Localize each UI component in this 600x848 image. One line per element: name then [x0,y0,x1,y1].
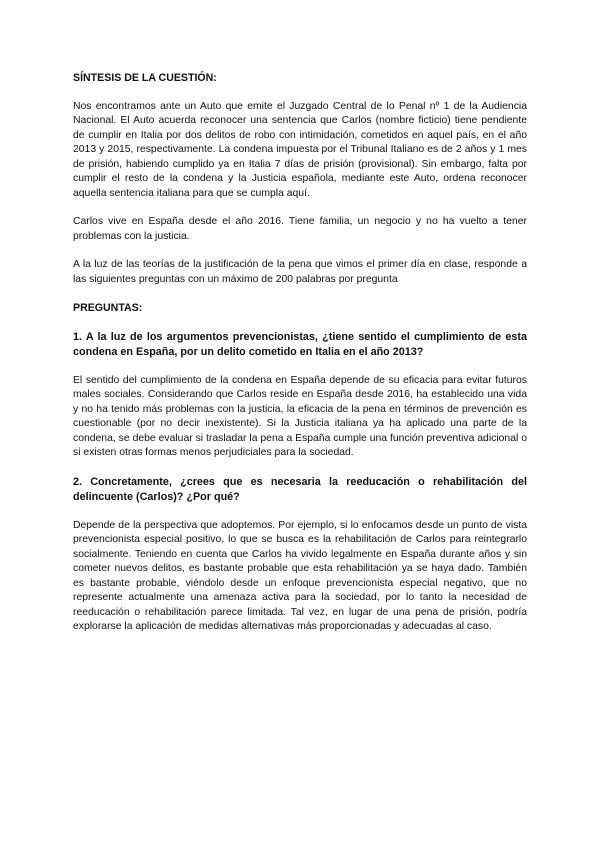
answer-1: El sentido del cumplimiento de la condena en España depende de su eficacia para evitar futuros males sociales. Considerando que Carlos reside en España desde 2016, ha establecido una vida y no ha tenido más problemas con la justicia, la eficacia de la pena en términos de prevención es cuestionable (por no decir inexistente). Si la Justicia italiana ya ha aplicado una parte de la condena, se debe evaluar si trasladar la pena a España cumple una función preventiva adicional o si existen otras formas menos perjudiciales para la sociedad. [73,374,527,458]
synthesis-heading: SÍNTESIS DE LA CUESTIÓN: [73,72,217,84]
questions-heading: PREGUNTAS: [73,302,143,314]
synthesis-paragraph-carlos: Carlos vive en España desde el año 2016. Tiene familia, un negocio y no ha vuelto a tener problemas con la justicia. [73,216,527,242]
synthesis-paragraph-instructions: A la luz de las teorías de la justificación de la pena que vimos el primer día en clase, responde a las siguientes preguntas con un máximo de 200 palabras por pregunta [73,259,527,285]
answer-2: Depende de la perspectiva que adoptemos. Por ejemplo, si lo enfocamos desde un punto de vista prevencionista especial positivo, lo que se busca es la rehabilitación de Carlos para reintegrarlo socialmente. Teniendo en cuenta que Carlos ha vivido legalmente en España durante años y sin cometer nuevos delitos, es bastante probable que esta rehabilitación ya se haya dado. También es bastante probable, viéndolo desde un enfoque prevencionista especial negativo, que no represente actualmente una amenaza activa para la sociedad, por lo tanto la necesidad de reeducación o rehabilitación parece limitada. Tal vez, en lugar de una pena de prisión, podría explorarse la aplicación de medidas alternativas más proporcionadas y adecuadas al caso. [73,519,527,632]
synthesis-paragraph-case: Nos encontramos ante un Auto que emite el Juzgado Central de lo Penal nº 1 de la Audiencia Nacional. El Auto acuerda reconocer una sentencia que Carlos (nombre ficticio) tiene pendiente de cumplir en Italia por dos delitos de robo con intimidación, cometidos en aquel país, en el año 2013 y 2015, respectivamente. La condena impuesta por el Tribunal Italiano es de 2 años y 1 mes de prisión, habiendo cumplido ya en Italia 7 días de prisión (provisional). Sin embargo, falta por cumplir el resto de la condena y la Justicia española, mediante este Auto, ordena reconocer aquella sentencia italiana para que se cumpla aquí. [73,100,527,199]
question-1: 1. A la luz de los argumentos prevencionistas, ¿tiene sentido el cumplimiento de esta condena en España, por un delito cometido en Italia en el año 2013? [73,330,527,358]
question-2: 2. Concretamente, ¿crees que es necesaria la reeducación o rehabilitación del delincuente (Carlos)? ¿Por qué? [73,475,527,503]
